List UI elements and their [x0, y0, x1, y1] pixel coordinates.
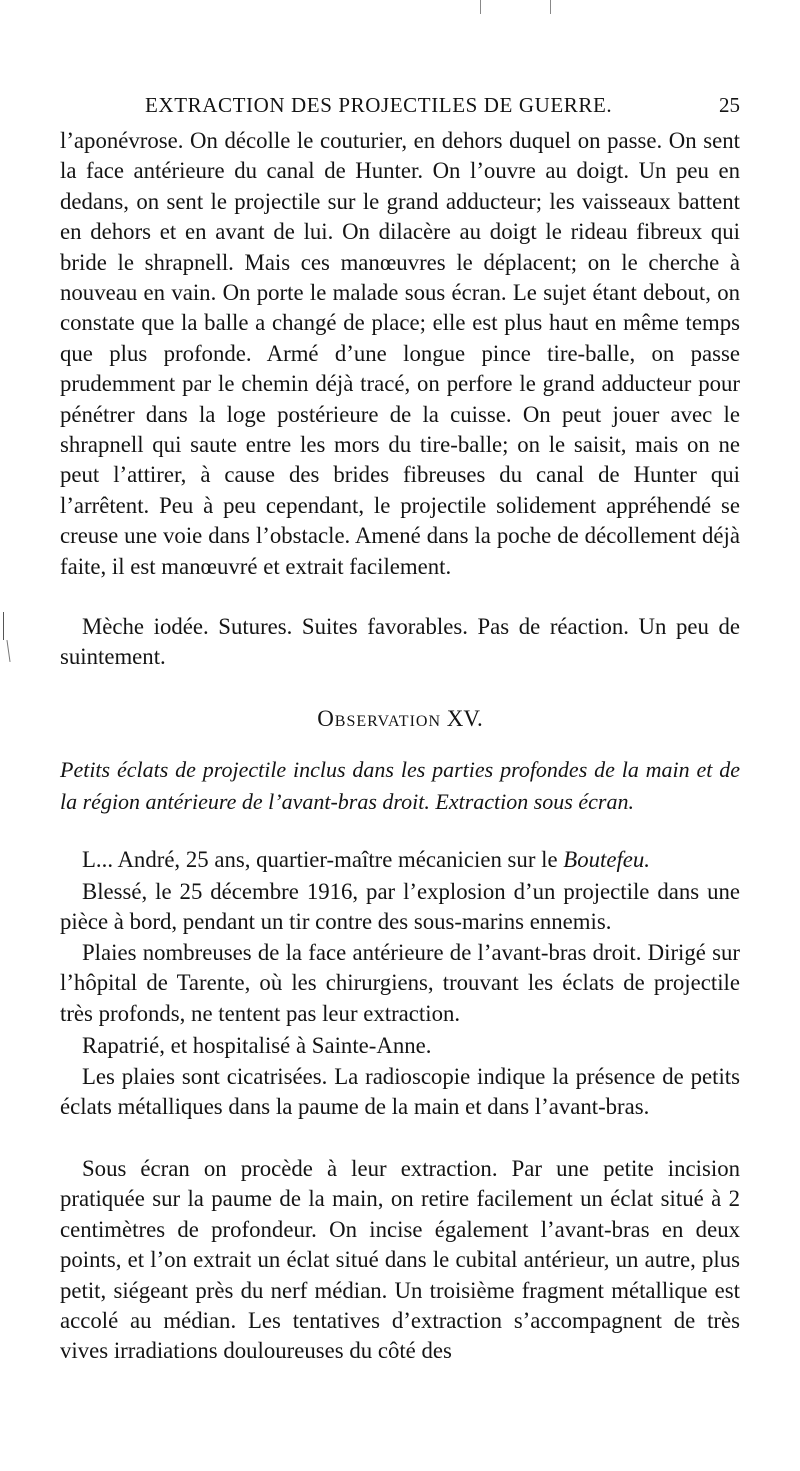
injury-paragraph: Blessé, le 25 décembre 1916, par l’explosion d’un projectile dans une pièce à bord, pendant un tir contre des sous-marins ennemis. — [60, 879, 740, 935]
ship-name: Boutefeu. — [563, 847, 650, 872]
observation-label: Observation — [317, 706, 442, 731]
patient-paragraph — [60, 845, 740, 875]
running-title: EXTRACTION DES PROJECTILES DE GUERRE. — [145, 93, 613, 117]
paragraph-continuation: l’aponévrose. On décolle le couturier, en dehors duquel on passe. On sent la face antérieure du canal de Hunter. On l’ouvre au doigt. Un peu en dedans, on sent le projectile sur le grand adducteur; les vaisseaux battent en dehors et en avant de lui. On dilacère au doigt le rideau fibreux qui bride le shrapnell. Mais ces manœuvres le déplacent; on le cherche à nouveau en vain. On porte le malade sous écran. Le sujet étant debout, on constate que la balle a changé de place; elle est plus haut en même temps que plus profonde. Armé d’une longue pince tire-balle, on passe prudemment par le chemin déjà tracé, on perfore le grand adducteur pour pénétrer dans la loge postérieure de la cuisse. On peut jouer avec le shrapnell qui saute entre les mors du tire-balle; on le saisit, mais on ne peut l’attirer, à cause des brides fibreuses du canal de Hunter qui l’arrêtent. Peu à peu cependant, le projectile solidement appréhendé se creuse une voie dans l’obstacle. Amené dans la poche de décollement déjà faite, il est manœuvré et extrait facilement. — [60, 128, 740, 579]
repatriation-paragraph: Rapatrié, et hospitalisé à Sainte-Anne. — [82, 1033, 432, 1058]
patient-identity: L... André, 25 ans, quartier-maître mécanicien sur le — [82, 847, 564, 872]
observation-number: XV. — [446, 706, 483, 731]
radioscopy-paragraph: Les plaies sont cicatrisées. La radioscopie indique la présence de petits éclats métalliques dans la paume de la main et dans l’avant-bras. — [60, 1064, 740, 1120]
page-header — [145, 88, 740, 122]
extraction-paragraph: Sous écran on procède à leur extraction. Par une petite incision pratiquée sur la paume de la main, on retire facilement un éclat situé à 2 centimètres de profondeur. On incise également l’avant-bras en deux points, et l’on extrait un éclat situé dans le cubital antérieur, un autre, plus petit, siégeant près du nerf médian. Un troisième fragment métallique est accolé au médian. Les tentatives d’extraction s’accompagnent de très vives irradiations douloureuses du côté des — [60, 1156, 740, 1364]
margin-mark — [6, 640, 10, 662]
observation-subtitle: Petits éclats de projectile inclus dans les parties profondes de la main et de la région antérieure de l’avant-bras droit. Extraction sous écran. — [60, 757, 740, 814]
outcome-text: Mèche iodée. Sutures. Suites favorables. Pas de réaction. Un peu de suintement. — [60, 614, 740, 670]
wounds-paragraph: Plaies nombreuses de la face antérieure de l’avant-bras droit. Dirigé sur l’hôpital de Tarente, où les chirurgiens, trouvant les éclats de projectile très profonds, ne tentent pas leur extraction. — [60, 940, 740, 1026]
page-number: 25 — [719, 93, 740, 117]
margin-mark — [3, 612, 4, 640]
observation-heading — [60, 702, 740, 736]
paragraph-outcome — [60, 612, 740, 673]
scan-artifact — [470, 0, 560, 20]
